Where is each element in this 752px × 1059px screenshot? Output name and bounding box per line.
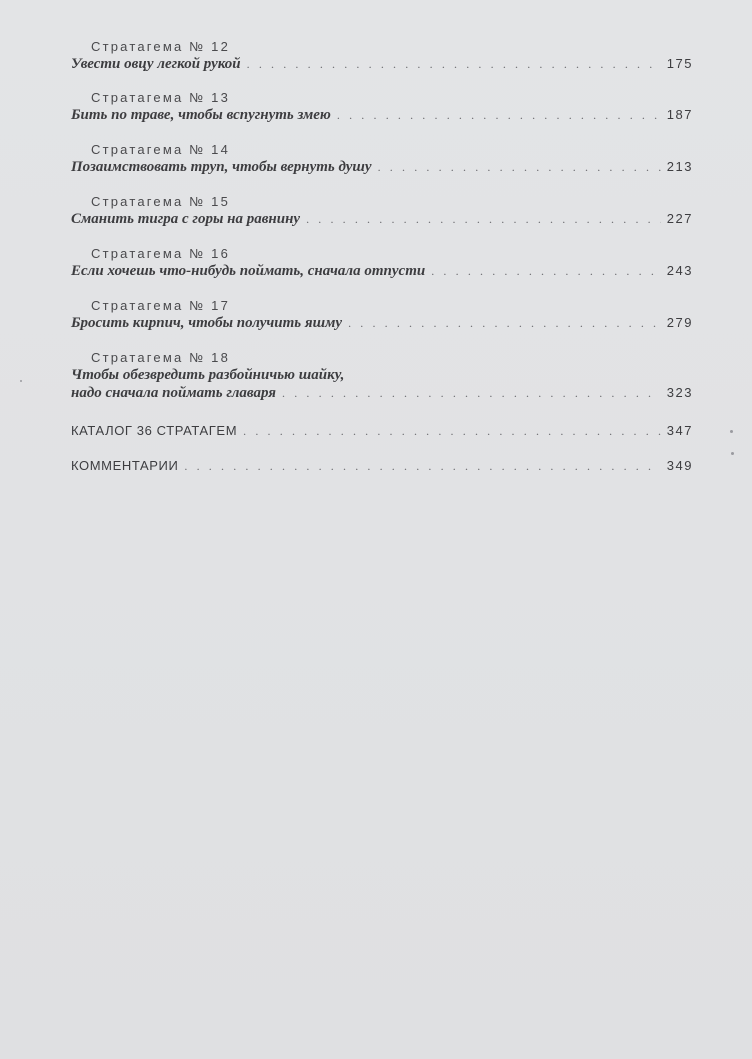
toc-entry (71, 38, 693, 89)
page-number: 349 (666, 458, 693, 473)
stratagem-label: Стратагема № 12 (91, 39, 231, 54)
stratagem-label: Стратагема № 14 (91, 142, 231, 157)
page-number: 279 (666, 315, 693, 330)
toc-line (71, 210, 693, 228)
stratagem-label: Стратагема № 13 (91, 90, 231, 105)
stratagem-label: Стратагема № 16 (91, 246, 231, 261)
entry-title: Бить по траве, чтобы вспугнуть змею (71, 107, 331, 123)
table-of-contents (71, 38, 693, 477)
toc-line (71, 262, 693, 280)
entry-title: Бросить кирпич, чтобы получить яшму (71, 315, 343, 331)
paper-speck (730, 430, 733, 433)
toc-entry (71, 245, 693, 297)
page-number: 175 (666, 56, 693, 71)
toc-line (71, 55, 693, 73)
dot-leader (243, 422, 661, 440)
entry-title: Сманить тигра с горы на равнину (71, 211, 301, 227)
entry-title: КОММЕНТАРИИ (71, 458, 179, 473)
page-number: 347 (666, 423, 693, 438)
dot-leader (247, 55, 661, 73)
page-number: 227 (666, 211, 693, 226)
dot-leader (306, 210, 661, 228)
toc-line (71, 457, 693, 475)
toc-entry (71, 349, 693, 422)
dot-leader (378, 158, 661, 176)
entry-title: Увести овцу легкой рукой (71, 56, 241, 72)
toc-line (71, 314, 693, 332)
toc-line (71, 158, 693, 176)
entry-title: Позаимствовать труп, чтобы вернуть душу (71, 159, 372, 175)
toc-entry-comments (71, 457, 693, 477)
entry-title-line-2: надо сначала поймать главаря (71, 385, 277, 401)
paper-speck (731, 452, 734, 455)
page-number: 213 (666, 159, 693, 174)
dot-leader (337, 106, 661, 124)
dot-leader (184, 457, 660, 475)
entry-title-line-1: Чтобы обезвредить разбойничью шайку, (71, 367, 345, 383)
entry-title: Если хочешь что-нибудь поймать, сначала отпусти (71, 263, 426, 279)
page-number: 187 (666, 107, 693, 122)
toc-line (71, 384, 693, 402)
toc-entry (71, 297, 693, 349)
toc-entry (71, 89, 693, 141)
dot-leader (348, 314, 661, 332)
paper-speck (20, 380, 22, 382)
stratagem-label: Стратагема № 15 (91, 194, 231, 209)
toc-entry-catalog (71, 422, 693, 457)
dot-leader (282, 384, 661, 402)
page-number: 243 (666, 263, 693, 278)
dot-leader (431, 262, 661, 280)
toc-entry (71, 193, 693, 245)
stratagem-label: Стратагема № 17 (91, 298, 231, 313)
toc-entry (71, 141, 693, 193)
stratagem-label: Стратагема № 18 (91, 350, 231, 365)
entry-title: КАТАЛОГ 36 СТРАТАГЕМ (71, 423, 238, 438)
toc-line (71, 106, 693, 124)
page-number: 323 (666, 385, 693, 400)
toc-line (71, 422, 693, 440)
